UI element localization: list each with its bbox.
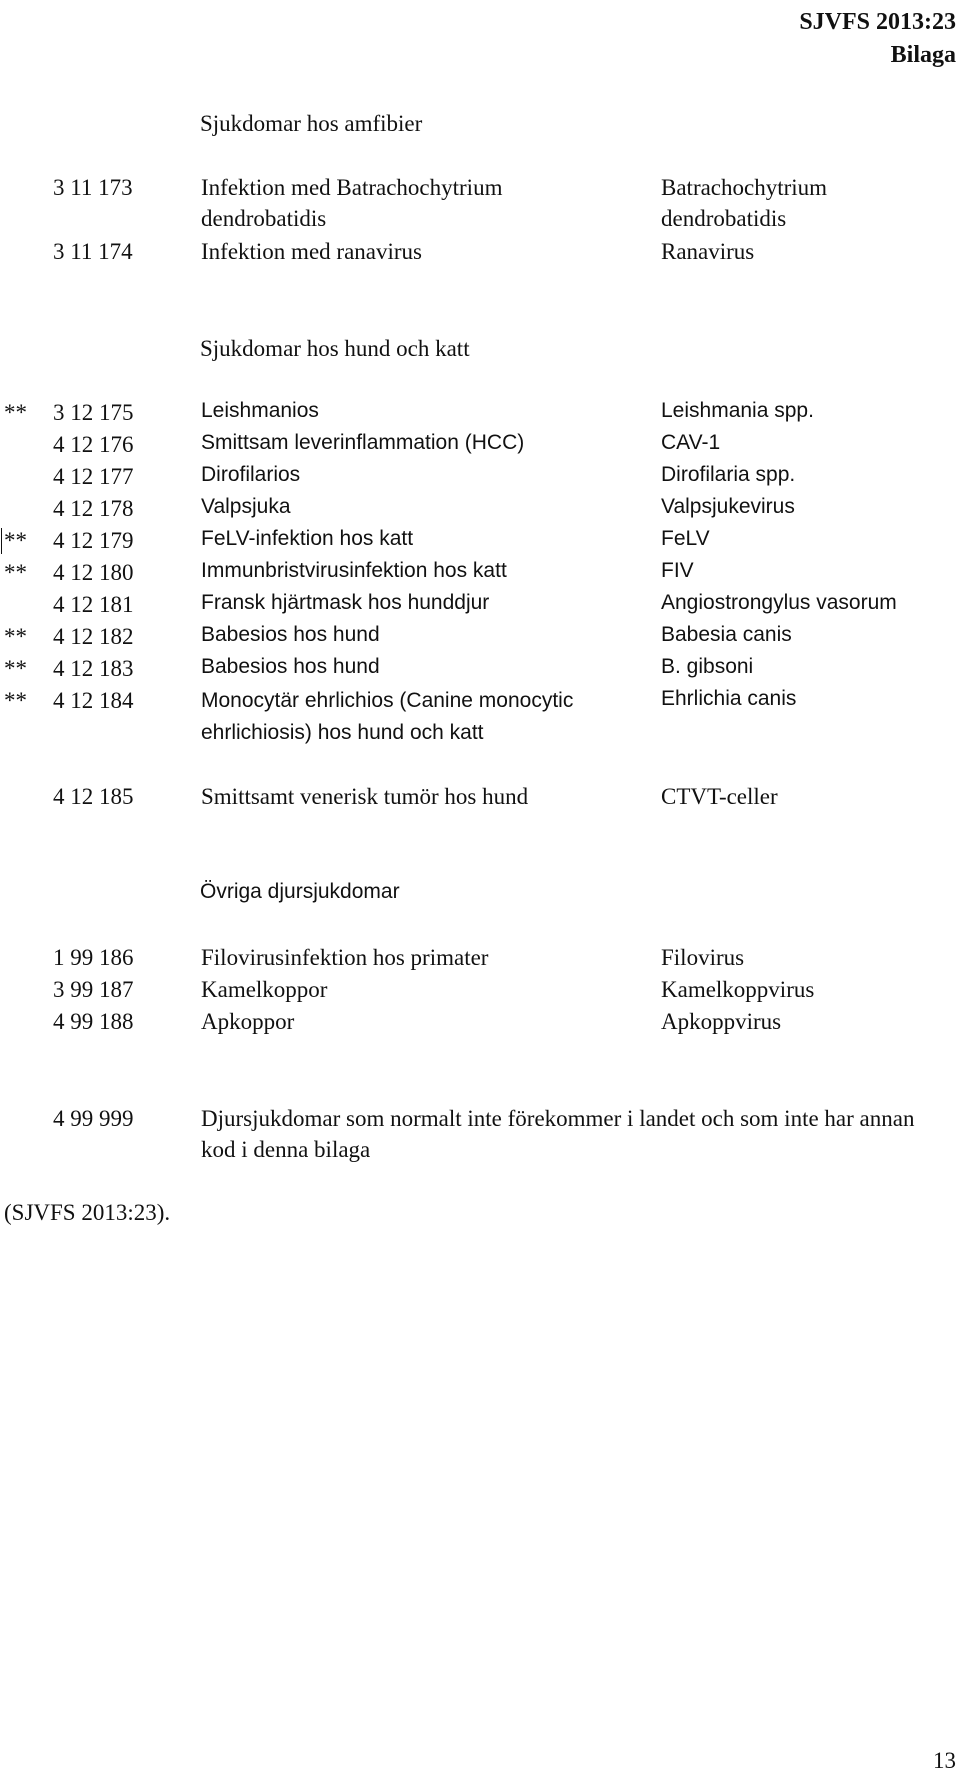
disease-name: Kamelkoppor bbox=[201, 977, 328, 1002]
disease-name: Leishmanios bbox=[201, 399, 319, 422]
disease-name: Infektion med ranavirus bbox=[201, 239, 422, 264]
disease-name: Smittsam leverinflammation (HCC) bbox=[201, 431, 525, 454]
disease-name: Djursjukdomar som normalt inte förekommer i landet och som inte har annan kod i denna bilaga bbox=[201, 1106, 915, 1163]
disease-agent: Kamelkoppvirus bbox=[661, 977, 815, 1002]
disease-code: 4 12 176 bbox=[53, 432, 134, 457]
disease-name: Valpsjuka bbox=[201, 495, 291, 518]
disease-agent: CTVT-celler bbox=[661, 784, 778, 809]
disease-agent: FIV bbox=[661, 559, 694, 582]
disease-name: FeLV-infektion hos katt bbox=[201, 527, 414, 550]
disease-code: 3 99 187 bbox=[53, 977, 134, 1002]
revision-bar bbox=[1, 528, 2, 554]
disease-name: Monocytär ehrlichios (Canine monocytic ehrlichiosis) hos hund och katt bbox=[201, 689, 574, 744]
disease-code: 4 12 181 bbox=[53, 592, 134, 617]
disease-code: 3 12 175 bbox=[53, 400, 134, 425]
disease-code: 4 12 177 bbox=[53, 464, 134, 489]
disease-agent: Ehrlichia canis bbox=[661, 687, 797, 710]
disease-code: 4 12 184 bbox=[53, 688, 134, 713]
disease-agent: Valpsjukevirus bbox=[661, 495, 795, 518]
document-id: SJVFS 2013:23 bbox=[799, 9, 956, 35]
disease-name: Fransk hjärtmask hos hunddjur bbox=[201, 591, 490, 614]
disease-name: Filovirusinfektion hos primater bbox=[201, 945, 489, 970]
change-marker: ** bbox=[4, 560, 27, 585]
disease-code: 3 11 173 bbox=[53, 175, 133, 200]
disease-name: Dirofilarios bbox=[201, 463, 301, 486]
disease-code: 4 99 188 bbox=[53, 1009, 134, 1034]
disease-code: 4 12 183 bbox=[53, 656, 134, 681]
section-title-ovriga: Övriga djursjukdomar bbox=[200, 880, 400, 903]
disease-name: Smittsamt venerisk tumör hos hund bbox=[201, 784, 529, 809]
change-marker: ** bbox=[4, 624, 27, 649]
disease-agent: FeLV bbox=[661, 527, 710, 550]
disease-agent: B. gibsoni bbox=[661, 655, 754, 678]
section-title-amfibier: Sjukdomar hos amfibier bbox=[200, 111, 423, 136]
disease-code: 4 12 180 bbox=[53, 560, 134, 585]
disease-agent: Apkoppvirus bbox=[661, 1009, 782, 1034]
change-marker: ** bbox=[4, 688, 27, 713]
disease-agent: Ranavirus bbox=[661, 239, 755, 264]
disease-name: Immunbristvirusinfektion hos katt bbox=[201, 559, 507, 582]
document-header bbox=[799, 6, 956, 72]
disease-agent: Dirofilaria spp. bbox=[661, 463, 796, 486]
disease-code: 4 12 182 bbox=[53, 624, 134, 649]
change-marker: ** bbox=[4, 528, 27, 553]
disease-agent: CAV-1 bbox=[661, 431, 721, 454]
section-title-hund-katt: Sjukdomar hos hund och katt bbox=[200, 336, 470, 361]
annex-label: Bilaga bbox=[890, 42, 956, 68]
disease-agent: Angiostrongylus vasorum bbox=[661, 591, 897, 614]
disease-agent: Leishmania spp. bbox=[661, 399, 814, 422]
change-marker: ** bbox=[4, 400, 27, 425]
disease-agent: Babesia canis bbox=[661, 623, 792, 646]
disease-code: 4 12 179 bbox=[53, 528, 134, 553]
disease-name: Apkoppor bbox=[201, 1009, 295, 1034]
source-citation: (SJVFS 2013:23). bbox=[4, 1200, 171, 1225]
disease-code: 3 11 174 bbox=[53, 239, 133, 264]
change-marker: ** bbox=[4, 656, 27, 681]
disease-code: 1 99 186 bbox=[53, 945, 134, 970]
disease-agent: Filovirus bbox=[661, 945, 745, 970]
disease-name: Babesios hos hund bbox=[201, 623, 380, 646]
disease-name: Infektion med Batrachochytrium dendrobatidis bbox=[201, 175, 503, 232]
disease-name: Babesios hos hund bbox=[201, 655, 380, 678]
page-number: 13 bbox=[933, 1748, 956, 1773]
disease-code: 4 99 999 bbox=[53, 1106, 134, 1131]
disease-code: 4 12 185 bbox=[53, 784, 134, 809]
disease-agent: Batrachochytrium dendrobatidis bbox=[661, 175, 828, 232]
disease-code: 4 12 178 bbox=[53, 496, 134, 521]
